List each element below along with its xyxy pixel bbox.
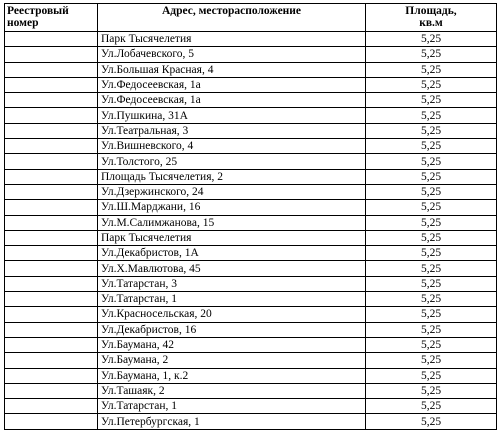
cell-address: Ул.Дзержинского, 24: [98, 184, 366, 199]
table-body: [5, 32, 497, 430]
cell-registry-number: [5, 414, 98, 429]
cell-area: 5,25: [366, 169, 497, 184]
cell-area: 5,25: [366, 276, 497, 291]
cell-address: Ул.Декабристов, 1А: [98, 246, 366, 261]
cell-address: Ул.Большая Красная, 4: [98, 62, 366, 77]
table-row: [5, 261, 497, 276]
header-registry-number: [5, 4, 98, 32]
cell-registry-number: [5, 337, 98, 352]
cell-registry-number: [5, 169, 98, 184]
cell-area: 5,25: [366, 353, 497, 368]
cell-area: 5,25: [366, 383, 497, 398]
cell-area: 5,25: [366, 230, 497, 245]
cell-registry-number: [5, 230, 98, 245]
table-row: [5, 47, 497, 62]
cell-registry-number: [5, 93, 98, 108]
table-row: [5, 399, 497, 414]
header-registry-line1: Реестровый: [7, 5, 69, 17]
cell-address: Ул.Федосеевская, 1а: [98, 93, 366, 108]
cell-address: Ул.Баумана, 42: [98, 337, 366, 352]
header-registry-line2: номер: [7, 17, 39, 29]
cell-address: Ул.Вишневского, 4: [98, 139, 366, 154]
cell-address: Ул.М.Салимжанова, 15: [98, 215, 366, 230]
cell-address: Ул.Баумана, 1, к.2: [98, 368, 366, 383]
cell-registry-number: [5, 139, 98, 154]
cell-registry-number: [5, 261, 98, 276]
cell-address: Ул.Лобачевского, 5: [98, 47, 366, 62]
cell-area: 5,25: [366, 215, 497, 230]
header-area-line1: Площадь,: [405, 5, 457, 17]
cell-address: Ул.Ташаяк, 2: [98, 383, 366, 398]
cell-address: Ул.Толстого, 25: [98, 154, 366, 169]
table-row: [5, 108, 497, 123]
cell-registry-number: [5, 62, 98, 77]
cell-registry-number: [5, 246, 98, 261]
header-address-label: Адрес, месторасположение: [161, 5, 302, 17]
cell-address: Площадь Тысячелетия, 2: [98, 169, 366, 184]
cell-area: 5,25: [366, 139, 497, 154]
table-row: [5, 123, 497, 138]
cell-registry-number: [5, 184, 98, 199]
cell-registry-number: [5, 353, 98, 368]
cell-registry-number: [5, 399, 98, 414]
table-row: [5, 77, 497, 92]
cell-address: Ул.Пушкина, 31А: [98, 108, 366, 123]
table-row: [5, 93, 497, 108]
cell-address: Ул.Татарстан, 1: [98, 292, 366, 307]
cell-area: 5,25: [366, 399, 497, 414]
table-row: [5, 139, 497, 154]
cell-registry-number: [5, 77, 98, 92]
cell-area: 5,25: [366, 77, 497, 92]
cell-address: Ул.Красносельская, 20: [98, 307, 366, 322]
cell-area: 5,25: [366, 337, 497, 352]
cell-address: Ул.Федосеевская, 1а: [98, 77, 366, 92]
table-row: [5, 414, 497, 429]
table-row: [5, 276, 497, 291]
table-row: [5, 169, 497, 184]
cell-area: 5,25: [366, 108, 497, 123]
table-row: [5, 184, 497, 199]
table-row: [5, 32, 497, 47]
header-area: [366, 4, 497, 32]
table-row: [5, 200, 497, 215]
cell-address: Ул.Декабристов, 16: [98, 322, 366, 337]
cell-address: Ул.Театральная, 3: [98, 123, 366, 138]
cell-address: Парк Тысячелетия: [98, 32, 366, 47]
cell-registry-number: [5, 123, 98, 138]
cell-address: Ул.Х.Мавлютова, 45: [98, 261, 366, 276]
cell-registry-number: [5, 368, 98, 383]
cell-area: 5,25: [366, 123, 497, 138]
cell-address: Парк Тысячелетия: [98, 230, 366, 245]
table-row: [5, 246, 497, 261]
table-row: [5, 322, 497, 337]
cell-registry-number: [5, 383, 98, 398]
table-row: [5, 307, 497, 322]
header-row: [5, 4, 497, 32]
header-address: [98, 4, 366, 32]
cell-area: 5,25: [366, 62, 497, 77]
cell-area: 5,25: [366, 322, 497, 337]
cell-area: 5,25: [366, 261, 497, 276]
registry-table: [4, 3, 497, 430]
table-row: [5, 353, 497, 368]
cell-registry-number: [5, 322, 98, 337]
cell-area: 5,25: [366, 368, 497, 383]
table-row: [5, 62, 497, 77]
header-area-line2: кв.м: [419, 17, 443, 29]
cell-address: Ул.Ш.Марджани, 16: [98, 200, 366, 215]
cell-area: 5,25: [366, 292, 497, 307]
cell-area: 5,25: [366, 47, 497, 62]
cell-registry-number: [5, 200, 98, 215]
cell-area: 5,25: [366, 184, 497, 199]
cell-address: Ул.Петербургская, 1: [98, 414, 366, 429]
cell-registry-number: [5, 47, 98, 62]
table-row: [5, 337, 497, 352]
cell-registry-number: [5, 307, 98, 322]
cell-address: Ул.Татарстан, 3: [98, 276, 366, 291]
cell-registry-number: [5, 108, 98, 123]
cell-area: 5,25: [366, 246, 497, 261]
cell-area: 5,25: [366, 154, 497, 169]
cell-area: 5,25: [366, 32, 497, 47]
cell-address: Ул.Татарстан, 1: [98, 399, 366, 414]
table-header: [5, 4, 497, 32]
cell-registry-number: [5, 215, 98, 230]
cell-registry-number: [5, 292, 98, 307]
cell-area: 5,25: [366, 414, 497, 429]
table-row: [5, 154, 497, 169]
table-row: [5, 230, 497, 245]
cell-registry-number: [5, 32, 98, 47]
table-row: [5, 383, 497, 398]
cell-area: 5,25: [366, 93, 497, 108]
cell-area: 5,25: [366, 200, 497, 215]
cell-area: 5,25: [366, 307, 497, 322]
table-row: [5, 215, 497, 230]
cell-address: Ул.Баумана, 2: [98, 353, 366, 368]
cell-registry-number: [5, 154, 98, 169]
table-row: [5, 368, 497, 383]
table-row: [5, 292, 497, 307]
cell-registry-number: [5, 276, 98, 291]
